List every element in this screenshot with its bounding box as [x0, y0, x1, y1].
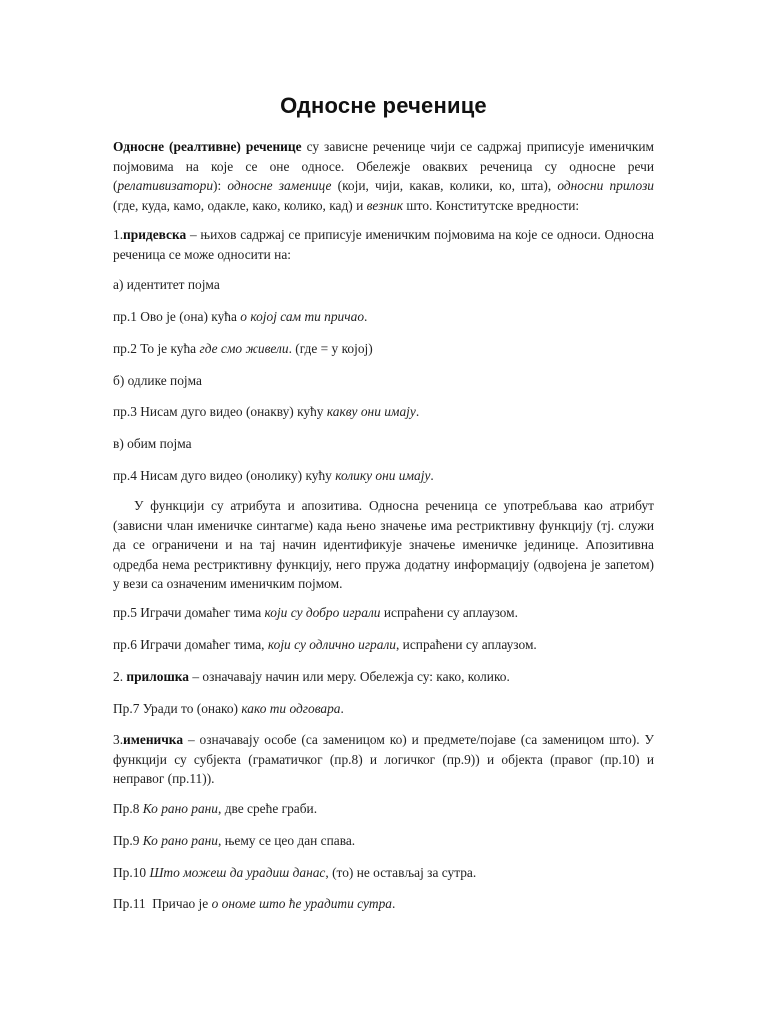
example-1: пр.1 Ово је (она) кућа о којој сам ти причао.: [113, 309, 368, 324]
page-title: Односне реченице: [280, 93, 487, 118]
example-11: Пр.11 Причао је о ономе што ће урадити сутра.: [113, 896, 396, 911]
section-3-term: именичка: [123, 732, 184, 747]
section-2-adverbial: 2. прилошка – означавају начин или меру. Обележја су: како, колико.: [113, 669, 510, 684]
section-3-nominal: 3.именичка – означавају особе (са заменицом ко) и предмете/појаве (са заменицом што). У функцији су субјекта (граматичког (пр.8) и логичког (пр.9)) и објекта (правог (пр.10) и неправог (пр.11)).: [113, 732, 654, 787]
item-v: в) обим појма: [113, 436, 192, 451]
example-2: пр.2 То је кућа где смо живели. (где = у којој): [113, 341, 373, 356]
intro-paragraph: Односне (реалтивне) реченице су зависне реченице чији се садржај приписује именичким појмовима на које се оне односе. Обележје оваквих реченица су односне речи (релативизатори): односне заменице (који, чији, какав, колики, ко, шта), односни прилози (где, куда, камо, одакле, како, колико, кад) и везник што. Конститутске вредности:: [113, 139, 654, 213]
section-1-adjectival: 1.придевска – њихов садржај се приписује именичким појмовима на које се односи. Односна реченица се може односити на:: [113, 227, 654, 262]
example-8: Пр.8 Ко рано рани, две среће граби.: [113, 801, 318, 816]
intro-term: Односне (реалтивне) реченице: [113, 139, 302, 154]
item-b: б) одлике појма: [113, 373, 202, 388]
example-6: пр.6 Играчи домаћег тима, који су одлично играли, испраћени су аплаузом.: [113, 637, 537, 652]
example-7: Пр.7 Уради то (онако) како ти одговара.: [113, 701, 344, 716]
section-1-term: придевска: [123, 227, 187, 242]
example-5: пр.5 Играчи домаћег тима који су добро играли испраћени су аплаузом.: [113, 605, 518, 620]
section-2-term: прилошка: [126, 669, 189, 684]
example-4: пр.4 Нисам дуго видео (онолику) кућу колику они имају.: [113, 468, 434, 483]
example-3: пр.3 Нисам дуго видео (онакву) кућу какву они имају.: [113, 404, 420, 419]
example-10: Пр.10 Што можеш да урадиш данас, (то) не остављај за сутра.: [113, 865, 477, 880]
item-a: а) идентитет појма: [113, 277, 220, 292]
attribute-paragraph: У функцији су атрибута и апозитива. Односна реченица се употребљава као атрибут (зависни члан именичке синтагме) када њено значење има рестриктивну функцију (тј. служи да се ограничени и на тај начин идентификује значење именичке јединице. Апозитивна одредба нема рестриктивну функцију, него пружа додатну информацију (одвојена је запетом) у вези са означеним именичким појмом.: [113, 498, 654, 592]
example-9: Пр.9 Ко рано рани, њему се цео дан спава.: [113, 833, 356, 848]
